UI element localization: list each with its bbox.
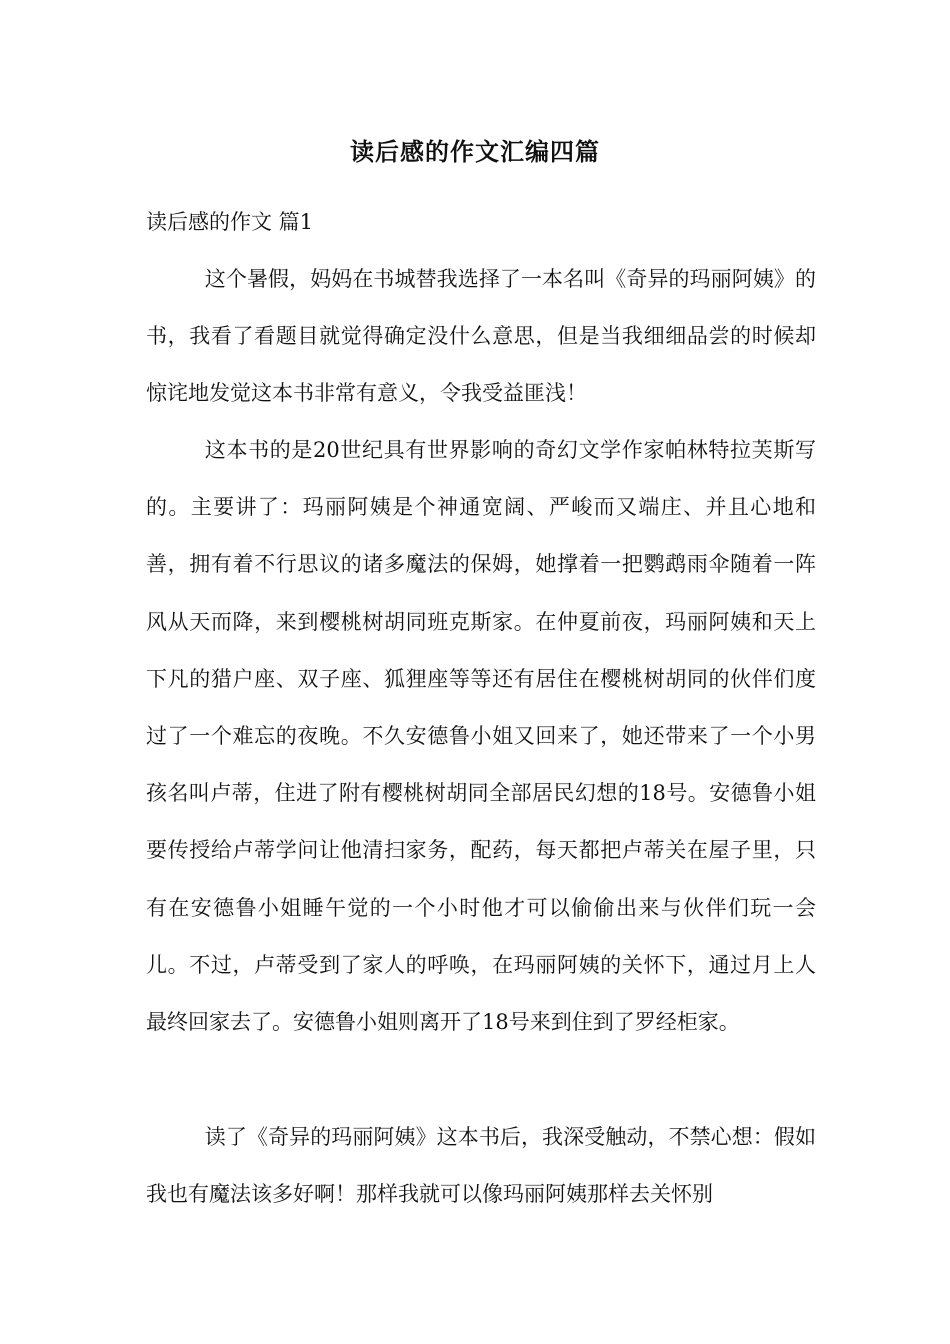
section-heading: 读后感的作文 篇1 <box>146 210 314 234</box>
body-paragraph: 读了《奇异的玛丽阿姨》这本书后，我深受触动，不禁心想：假如我也有魔法该多好啊！那样我就可以像玛丽阿姨那样去关怀别 <box>146 1125 816 1207</box>
body-paragraph: 这本书的是20世纪具有世界影响的奇幻文学作家帕林特拉芙斯写的。主要讲了：玛丽阿姨是个神通宽阔、严峻而又端庄、并且心地和善，拥有着不行思议的诸多魔法的保姆，她撑着一把鹦鹉雨伞随着一阵风从天而降，来到樱桃树胡同班克斯家。在仲夏前夜，玛丽阿姨和天上下凡的猎户座、双子座、狐狸座等等还有居住在樱桃树胡同的伙伴们度过了一个难忘的夜晚。不久安德鲁小姐又回来了，她还带来了一个小男孩名叫卢蒂，住进了附有樱桃树胡同全部居民幻想的18号。安德鲁小姐要传授给卢蒂学问让他清扫家务，配药，每天都把卢蒂关在屋子里，只有在安德鲁小姐睡午觉的一个小时他才可以偷偷出来与伙伴们玩一会儿。不过，卢蒂受到了家人的呼唤，在玛丽阿姨的关怀下，通过月上人最终回家去了。安德鲁小姐则离开了18号来到住到了罗经柜家。 <box>146 438 816 1035</box>
document-title: 读后感的作文汇编四篇 <box>350 137 600 166</box>
body-paragraph: 这个暑假，妈妈在书城替我选择了一本名叫《奇异的玛丽阿姨》的书，我看了看题目就觉得确定没什么意思，但是当我细细品尝的时候却惊诧地发觉这本书非常有意义，令我受益匪浅！ <box>146 267 816 406</box>
